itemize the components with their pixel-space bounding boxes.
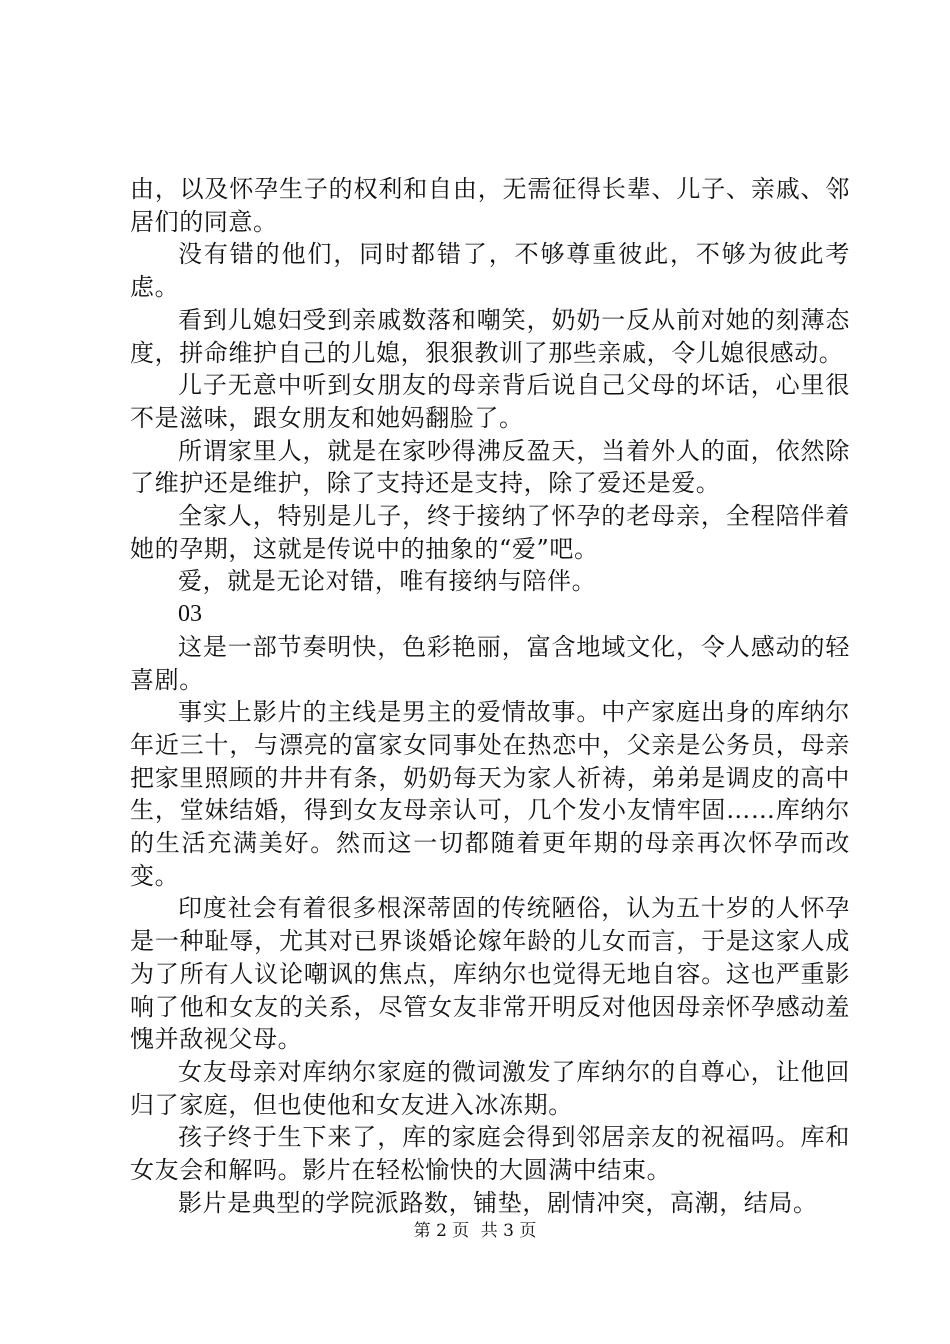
paragraph: 事实上影片的主线是男主的爱情故事。中产家庭出身的库纳尔年近三十，与漂亮的富家女同事处在热恋中，父亲是公务员，母亲把家里照顾的井井有条，奶奶每天为家人祈祷，弟弟是调皮的高中生，堂妹结婚，得到女友母亲认可，几个发小友情牢固……库纳尔的生活充满美好。然而这一切都随着更年期的母亲再次怀孕而改变。 [130,698,850,890]
paragraph: 没有错的他们，同时都错了，不够尊重彼此，不够为彼此考虑。 [130,240,850,302]
paragraph: 看到儿媳妇受到亲戚数落和嘲笑，奶奶一反从前对她的刻薄态度，拼命维护自己的儿媳，狠狠教训了那些亲戚，令儿媳很感动。 [130,305,850,367]
paragraph: 影片是典型的学院派路数，铺垫，剧情冲突，高潮，结局。 [178,1188,818,1217]
paragraph-continued: 由，以及怀孕生子的权利和自由，无需征得长辈、儿子、亲戚、邻居们的同意。 [130,175,850,236]
paragraph: 全家人，特别是儿子，终于接纳了怀孕的老母亲，全程陪伴着她的孕期，这就是传说中的抽象的“爱”吧。 [130,502,850,563]
page-footer [0,1216,950,1241]
document-body [130,173,850,1220]
paragraph: 所谓家里人，就是在家吵得沸反盈天，当着外人的面，依然除了维护还是维护，除了支持还是支持，除了爱还是爱。 [130,436,850,498]
paragraph: 印度社会有着很多根深蒂固的传统陋俗，认为五十岁的人怀孕是一种耻辱，尤其对已界谈婚论嫁年龄的儿女而言，于是这家人成为了所有人议论嘲讽的焦点，库纳尔也觉得无地自容。这也严重影响了他和女友的关系，尽管女友非常开明反对他因母亲怀孕感动羞愧并敌视父母。 [130,894,850,1054]
paragraph: 这是一部节奏明快，色彩艳丽，富含地域文化，令人感动的轻喜剧。 [130,632,850,694]
page-number: 第 2 页 [413,1221,470,1241]
paragraph: 女友母亲对库纳尔家庭的微词激发了库纳尔的自尊心，让他回归了家庭，但也使他和女友进入冰冻期。 [130,1057,850,1119]
paragraph: 孩子终于生下来了，库的家庭会得到邻居亲友的祝福吗。库和女友会和解吗。影片在轻松愉快的大圆满中结束。 [130,1123,850,1185]
page-total: 共 3 页 [480,1221,537,1241]
section-number: 03 [178,601,202,628]
paragraph: 爱，就是无论对错，唯有接纳与陪伴。 [178,567,597,596]
paragraph: 儿子无意中听到女朋友的母亲背后说自己父母的坏话，心里很不是滋味，跟女朋友和她妈翻脸了。 [130,371,850,432]
